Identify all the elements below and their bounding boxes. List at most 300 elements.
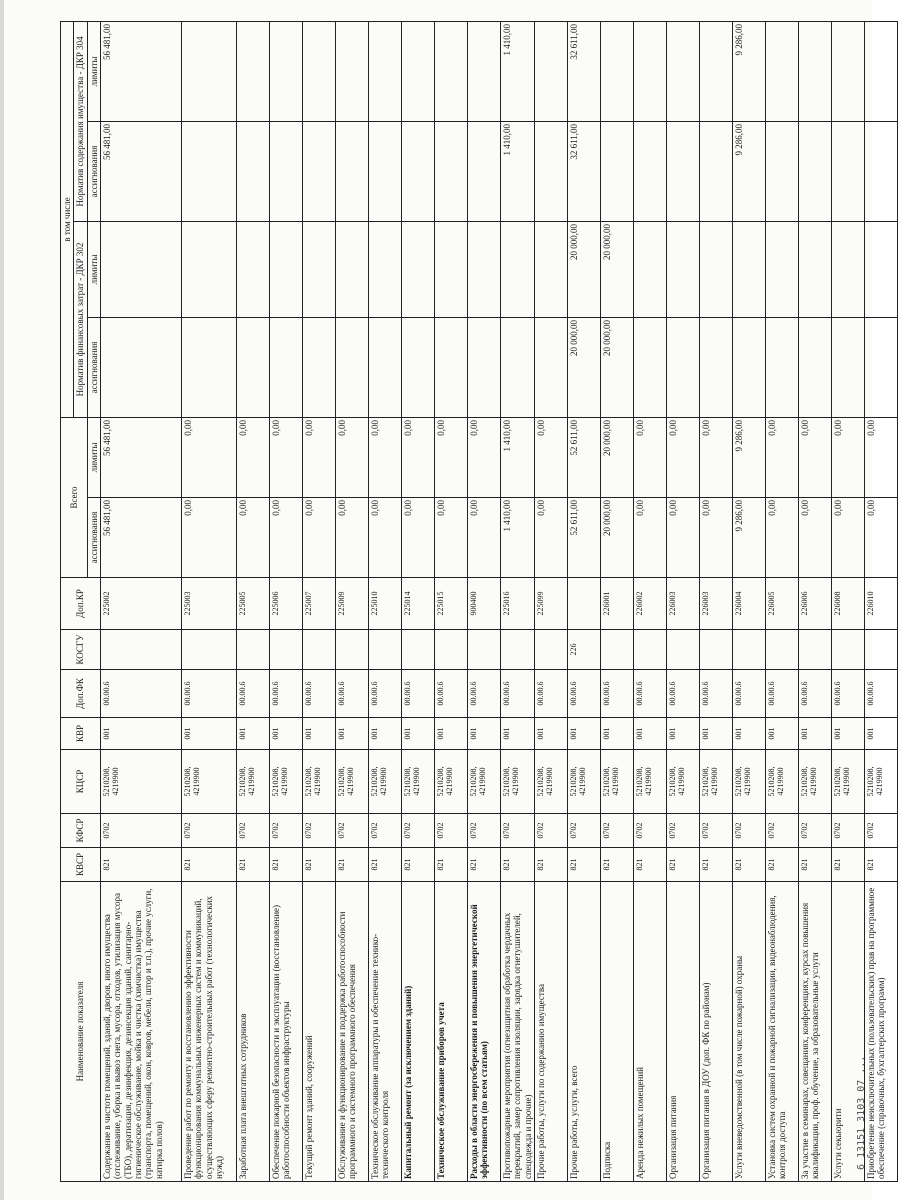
row-total-limits: 0,00 [766,417,799,497]
row-n302-assign [667,317,700,417]
row-kvr: 001 [766,718,799,750]
row-name: Противопожарные мероприятия (огнезащитная обработка чердачных перекрытий, замер сопротивления изоляции, зарядка огнетушителей, спецодежда и прочие) [501,882,535,1182]
row-kfsr: 0702 [700,814,733,848]
row-dopfk: 00.00.6 [237,670,270,718]
row-n304-limits [336,21,369,121]
row-kcsr: 5210208, 4219900 [501,750,535,814]
row-name: Обслуживание и функционирование и поддержка работоспособности программного и системного программного обеспечения [336,882,369,1182]
row-dopkr: 225099 [535,578,568,630]
row-dopfk: 00.00.6 [501,670,535,718]
row-kfsr: 0702 [535,814,568,848]
table-row [501,21,535,1181]
row-dopkr: 226001 [601,578,634,630]
row-dopkr: 225007 [303,578,336,630]
table-row [303,21,336,1181]
row-n302-assign [799,317,832,417]
row-total-assign: 1 410,00 [501,498,535,578]
row-name: Капитальный ремонт (за исключением зданий) [402,882,435,1182]
row-kcsr: 5210208, 4219900 [101,750,182,814]
row-total-limits: 0,00 [468,417,501,497]
table-row [435,21,468,1181]
table-row [101,21,182,1181]
row-kcsr: 5210208, 4219900 [237,750,270,814]
row-n304-limits [799,21,832,121]
row-n302-limits [101,221,182,317]
row-kosgu [501,630,535,670]
row-kfsr: 0702 [634,814,667,848]
row-n304-limits [435,21,468,121]
row-n302-limits: 20 000,00 [601,221,634,317]
row-total-limits: 0,00 [865,417,898,497]
row-kcsr: 5210208, 4219900 [568,750,601,814]
row-total-limits: 0,00 [667,417,700,497]
row-n304-assign [182,121,237,221]
row-kosgu [101,630,182,670]
row-kvr: 001 [336,718,369,750]
row-kfsr: 0702 [568,814,601,848]
row-total-assign: 20 000,00 [601,498,634,578]
table-row [237,21,270,1181]
row-kfsr: 0702 [667,814,700,848]
row-kfsr: 0702 [799,814,832,848]
row-n302-assign [766,317,799,417]
row-kvr: 001 [501,718,535,750]
row-kcsr: 5210208, 4219900 [799,750,832,814]
header-n304-assign: ассигнования [87,121,100,221]
row-n304-assign [270,121,303,221]
table-row [700,21,733,1181]
row-dopkr: 225014 [402,578,435,630]
table-row [535,21,568,1181]
row-n304-limits [634,21,667,121]
row-dopkr: 226003 [667,578,700,630]
row-total-assign: 56 481,00 [101,498,182,578]
row-total-limits: 0,00 [402,417,435,497]
row-n304-assign [667,121,700,221]
row-name: Техническое обслуживание аппаратуры и обеспечение технико-технического контроля [369,882,402,1182]
row-kvsr: 821 [435,848,468,882]
row-kfsr: 0702 [865,814,898,848]
row-dopkr: 225006 [270,578,303,630]
row-n302-assign [182,317,237,417]
row-total-assign: 0,00 [402,498,435,578]
budget-table [60,21,898,1182]
row-n304-assign [700,121,733,221]
header-total-assign: ассигнования [87,498,100,578]
row-n302-assign [733,317,766,417]
row-n302-limits [667,221,700,317]
row-total-assign: 52 611,00 [568,498,601,578]
row-total-limits: 0,00 [270,417,303,497]
header-total: Всего [61,417,88,577]
row-n304-assign [799,121,832,221]
row-kcsr: 5210208, 4219900 [182,750,237,814]
row-total-limits: 0,00 [435,417,468,497]
row-total-assign: 0,00 [667,498,700,578]
row-total-assign: 0,00 [237,498,270,578]
row-n304-limits: 9 286,00 [733,21,766,121]
row-n302-assign [303,317,336,417]
row-total-limits: 0,00 [369,417,402,497]
row-n304-assign [369,121,402,221]
row-kosgu [667,630,700,670]
row-dopkr: 226006 [799,578,832,630]
row-n304-limits [667,21,700,121]
row-kvsr: 821 [535,848,568,882]
row-dopfk: 00.00.6 [535,670,568,718]
row-dopfk: 00.00.6 [468,670,501,718]
table-row [336,21,369,1181]
row-kcsr: 5210208, 4219900 [435,750,468,814]
row-n304-assign [237,121,270,221]
row-total-assign: 0,00 [832,498,865,578]
row-n304-assign: 9 286,00 [733,121,766,221]
row-n304-limits [270,21,303,121]
row-dopkr: 225010 [369,578,402,630]
row-dopfk: 00.00.6 [303,670,336,718]
row-kcsr: 5210208, 4219900 [270,750,303,814]
row-dopfk: 00.00.6 [402,670,435,718]
row-n302-assign [435,317,468,417]
row-kvr: 001 [270,718,303,750]
row-n304-limits [700,21,733,121]
row-n304-limits [237,21,270,121]
row-dopkr: 225003 [182,578,237,630]
row-kvsr: 821 [402,848,435,882]
row-kosgu [237,630,270,670]
scan-code: 6 13151 3103 07 ... [856,1055,867,1170]
row-kvsr: 821 [865,848,898,882]
row-name: Обеспечение пожарной безопасности и эксплуатации (восстановление) работоспособности объектов инфраструктуры [270,882,303,1182]
header-incl: в том числе [61,21,74,417]
row-kfsr: 0702 [601,814,634,848]
row-n302-assign [336,317,369,417]
row-kvsr: 821 [700,848,733,882]
row-kcsr: 5210208, 4219900 [303,750,336,814]
row-n302-limits [766,221,799,317]
row-dopfk: 00.00.6 [101,670,182,718]
row-kvr: 001 [667,718,700,750]
row-dopkr: 225015 [435,578,468,630]
row-total-limits: 52 611,00 [568,417,601,497]
table-row [799,21,832,1181]
row-name: Прочие работы, услуги по содержанию имущества [535,882,568,1182]
row-kfsr: 0702 [766,814,799,848]
row-kfsr: 0702 [101,814,182,848]
header-kvsr: КВСР [61,848,101,882]
row-total-assign: 0,00 [865,498,898,578]
row-dopkr: 225009 [336,578,369,630]
row-kvr: 001 [634,718,667,750]
row-n304-assign: 56 481,00 [101,121,182,221]
row-kvsr: 821 [832,848,865,882]
row-kvr: 001 [601,718,634,750]
header-kosgu: КОСГУ [61,630,101,670]
row-n302-assign [501,317,535,417]
row-name: Установка систем охранной и пожарной сигнализации, видеонаблюдения, контроля доступа [766,882,799,1182]
row-kvsr: 821 [468,848,501,882]
row-n302-limits [733,221,766,317]
row-kosgu [468,630,501,670]
row-kvr: 001 [535,718,568,750]
row-dopfk: 00.00.6 [369,670,402,718]
row-kvr: 001 [369,718,402,750]
row-kfsr: 0702 [402,814,435,848]
table-row [369,21,402,1181]
row-n304-limits [369,21,402,121]
row-kvsr: 821 [634,848,667,882]
row-total-assign: 0,00 [799,498,832,578]
row-n304-limits [303,21,336,121]
row-kvr: 001 [700,718,733,750]
table-row [667,21,700,1181]
row-name: Приобретение неисключительных (пользовательских) прав на программное обеспечение (справочных, бухгалтерских программ) [865,882,898,1182]
row-total-limits: 20 000,00 [601,417,634,497]
table-row [601,21,634,1181]
row-kcsr: 5210208, 4219900 [402,750,435,814]
row-kcsr: 5210208, 4219900 [667,750,700,814]
row-dopkr: 226004 [733,578,766,630]
row-kfsr: 0702 [501,814,535,848]
row-dopfk: 00.00.6 [865,670,898,718]
header-n304-limits: лимиты [87,21,100,121]
row-total-assign: 0,00 [369,498,402,578]
row-n302-limits [535,221,568,317]
row-kcsr: 5210208, 4219900 [700,750,733,814]
row-total-limits: 0,00 [700,417,733,497]
row-total-assign: 0,00 [766,498,799,578]
row-kvr: 001 [303,718,336,750]
row-total-assign: 0,00 [336,498,369,578]
row-dopkr: 225002 [101,578,182,630]
row-kosgu: 226 [568,630,601,670]
header-kcsr: КЦСР [61,750,101,814]
row-n302-limits [369,221,402,317]
row-n304-assign [435,121,468,221]
row-name: Прочие работы, услуги, всего [568,882,601,1182]
row-n302-assign [634,317,667,417]
row-name: Услуги вневедомственной (в том числе пожарной) охраны [733,882,766,1182]
header-name: Наименование показателя [61,882,101,1182]
table-body [101,21,898,1181]
row-name: Услуги секьюрити [832,882,865,1182]
header-kvr: КВР [61,718,101,750]
row-kosgu [402,630,435,670]
row-kcsr: 5210208, 4219900 [336,750,369,814]
row-name: Аренда нежилых помещений [634,882,667,1182]
row-kvsr: 821 [799,848,832,882]
row-n304-assign [468,121,501,221]
row-dopfk: 00.00.6 [634,670,667,718]
row-kvsr: 821 [601,848,634,882]
row-kvr: 001 [237,718,270,750]
header-dopkr: Доп.КР [61,578,101,630]
row-kvsr: 821 [369,848,402,882]
row-dopfk: 00.00.6 [667,670,700,718]
row-dopfk: 00.00.6 [601,670,634,718]
row-dopfk: 00.00.6 [568,670,601,718]
row-n302-assign [700,317,733,417]
row-kcsr: 5210208, 4219900 [601,750,634,814]
row-n302-limits [435,221,468,317]
row-kcsr: 5210208, 4219900 [832,750,865,814]
row-n304-limits [535,21,568,121]
row-total-limits: 0,00 [535,417,568,497]
row-total-limits: 0,00 [237,417,270,497]
header-n302-limits: лимиты [87,221,100,317]
row-kosgu [634,630,667,670]
row-kvsr: 821 [101,848,182,882]
row-kfsr: 0702 [832,814,865,848]
row-kosgu [303,630,336,670]
row-kvr: 001 [865,718,898,750]
row-n302-limits [336,221,369,317]
row-total-assign: 0,00 [468,498,501,578]
table-row [402,21,435,1181]
header-kfsr: КФСР [61,814,101,848]
row-kcsr: 5210208, 4219900 [733,750,766,814]
row-total-limits: 0,00 [832,417,865,497]
row-name: За участие в семинарах, совещаниях, конференциях, курсах повышения квалификации, проф. обучение, за образовательные услуги [799,882,832,1182]
row-n302-assign: 20 000,00 [568,317,601,417]
row-kvr: 001 [733,718,766,750]
table-row [733,21,766,1181]
row-n302-limits [270,221,303,317]
row-kcsr: 5210208, 4219900 [634,750,667,814]
row-kfsr: 0702 [182,814,237,848]
row-n302-limits [402,221,435,317]
row-n302-assign [535,317,568,417]
row-dopfk: 00.00.6 [336,670,369,718]
row-name: Расходы в области энергосбережения и повышения энергетической эффективности (по всем статьям) [468,882,501,1182]
table-row [766,21,799,1181]
row-kosgu [601,630,634,670]
row-n302-assign [270,317,303,417]
row-kcsr: 5210208, 4219900 [369,750,402,814]
row-total-limits: 0,00 [182,417,237,497]
header-norm302: Норматив финансовых затрат - ДКР 302 [74,221,87,417]
row-name: Организация питания [667,882,700,1182]
row-total-limits: 1 410,00 [501,417,535,497]
row-kvr: 001 [101,718,182,750]
row-name: Организация питания в ДОУ (доп. ФК по районам) [700,882,733,1182]
row-n302-limits: 20 000,00 [568,221,601,317]
row-n304-assign [336,121,369,221]
row-total-assign: 9 286,00 [733,498,766,578]
row-n304-assign: 32 611,00 [568,121,601,221]
row-kfsr: 0702 [369,814,402,848]
header-total-limits: лимиты [87,417,100,497]
row-kfsr: 0702 [237,814,270,848]
row-kfsr: 0702 [468,814,501,848]
row-n304-assign [634,121,667,221]
row-kvsr: 821 [237,848,270,882]
row-kfsr: 0702 [435,814,468,848]
row-n302-limits [182,221,237,317]
row-n304-assign [535,121,568,221]
row-dopkr: 226002 [634,578,667,630]
row-n304-limits [766,21,799,121]
row-dopkr: 226010 [865,578,898,630]
row-kfsr: 0702 [270,814,303,848]
row-n302-limits [634,221,667,317]
row-dopkr: 226005 [766,578,799,630]
row-dopkr: 225005 [237,578,270,630]
row-n304-assign [601,121,634,221]
row-n304-limits [468,21,501,121]
row-n302-limits [799,221,832,317]
row-n302-assign [237,317,270,417]
row-name: Заработная плата внештатных сотрудников [237,882,270,1182]
row-name: Техническое обслуживание приборов учета [435,882,468,1182]
row-kvsr: 821 [270,848,303,882]
row-n302-assign: 20 000,00 [601,317,634,417]
row-kcsr: 5210208, 4219900 [766,750,799,814]
row-kfsr: 0702 [303,814,336,848]
header-dopfk: Доп.ФК [61,670,101,718]
row-n304-assign [402,121,435,221]
row-n304-assign: 1 410,00 [501,121,535,221]
row-name: Текущий ремонт зданий, сооружений [303,882,336,1182]
row-kosgu [766,630,799,670]
row-total-limits: 0,00 [799,417,832,497]
row-kcsr: 5210208, 4219900 [865,750,898,814]
row-name: Содержание в чистоте помещений, зданий, дворов, иного имущества (отслеживание, уборка и вывоз снега, мусора, отходов, утилизация мусора (ТБО), дератизация, дезинфекция, дезинсекция зданий, санитарно-гигиеническое обслуживание, мойка и чистка (химчистка) имущества (транспорта, помещений, окон, ковров, мебели, штор и т.п.), прочие услуги, натирка полов) [101,882,182,1182]
row-kosgu [435,630,468,670]
row-n304-limits [402,21,435,121]
row-n302-assign [402,317,435,417]
scan-footer [852,0,872,1200]
row-total-limits: 0,00 [336,417,369,497]
row-kcsr: 5210208, 4219900 [468,750,501,814]
table-row [468,21,501,1181]
row-kfsr: 0702 [733,814,766,848]
row-kvr: 001 [799,718,832,750]
row-dopkr: 225016 [501,578,535,630]
row-total-limits: 56 481,00 [101,417,182,497]
row-n304-assign [303,121,336,221]
row-total-assign: 0,00 [182,498,237,578]
row-total-assign: 0,00 [435,498,468,578]
row-n302-limits [237,221,270,317]
row-kosgu [700,630,733,670]
row-kvsr: 821 [568,848,601,882]
row-n304-limits: 56 481,00 [101,21,182,121]
table-row [270,21,303,1181]
row-n302-assign [101,317,182,417]
row-n304-limits: 1 410,00 [501,21,535,121]
row-kcsr: 5210208, 4219900 [535,750,568,814]
row-n304-assign [766,121,799,221]
row-total-limits: 0,00 [634,417,667,497]
row-n304-limits: 32 611,00 [568,21,601,121]
table-row [568,21,601,1181]
row-dopfk: 00.00.6 [733,670,766,718]
row-total-assign: 0,00 [634,498,667,578]
row-n302-limits [468,221,501,317]
row-total-assign: 0,00 [700,498,733,578]
row-kosgu [535,630,568,670]
row-kvsr: 821 [667,848,700,882]
row-kosgu [336,630,369,670]
row-kvsr: 821 [303,848,336,882]
row-kfsr: 0702 [336,814,369,848]
row-kvsr: 821 [336,848,369,882]
row-n302-limits [700,221,733,317]
row-kosgu [799,630,832,670]
row-kvsr: 821 [766,848,799,882]
row-dopkr: 226008 [832,578,865,630]
